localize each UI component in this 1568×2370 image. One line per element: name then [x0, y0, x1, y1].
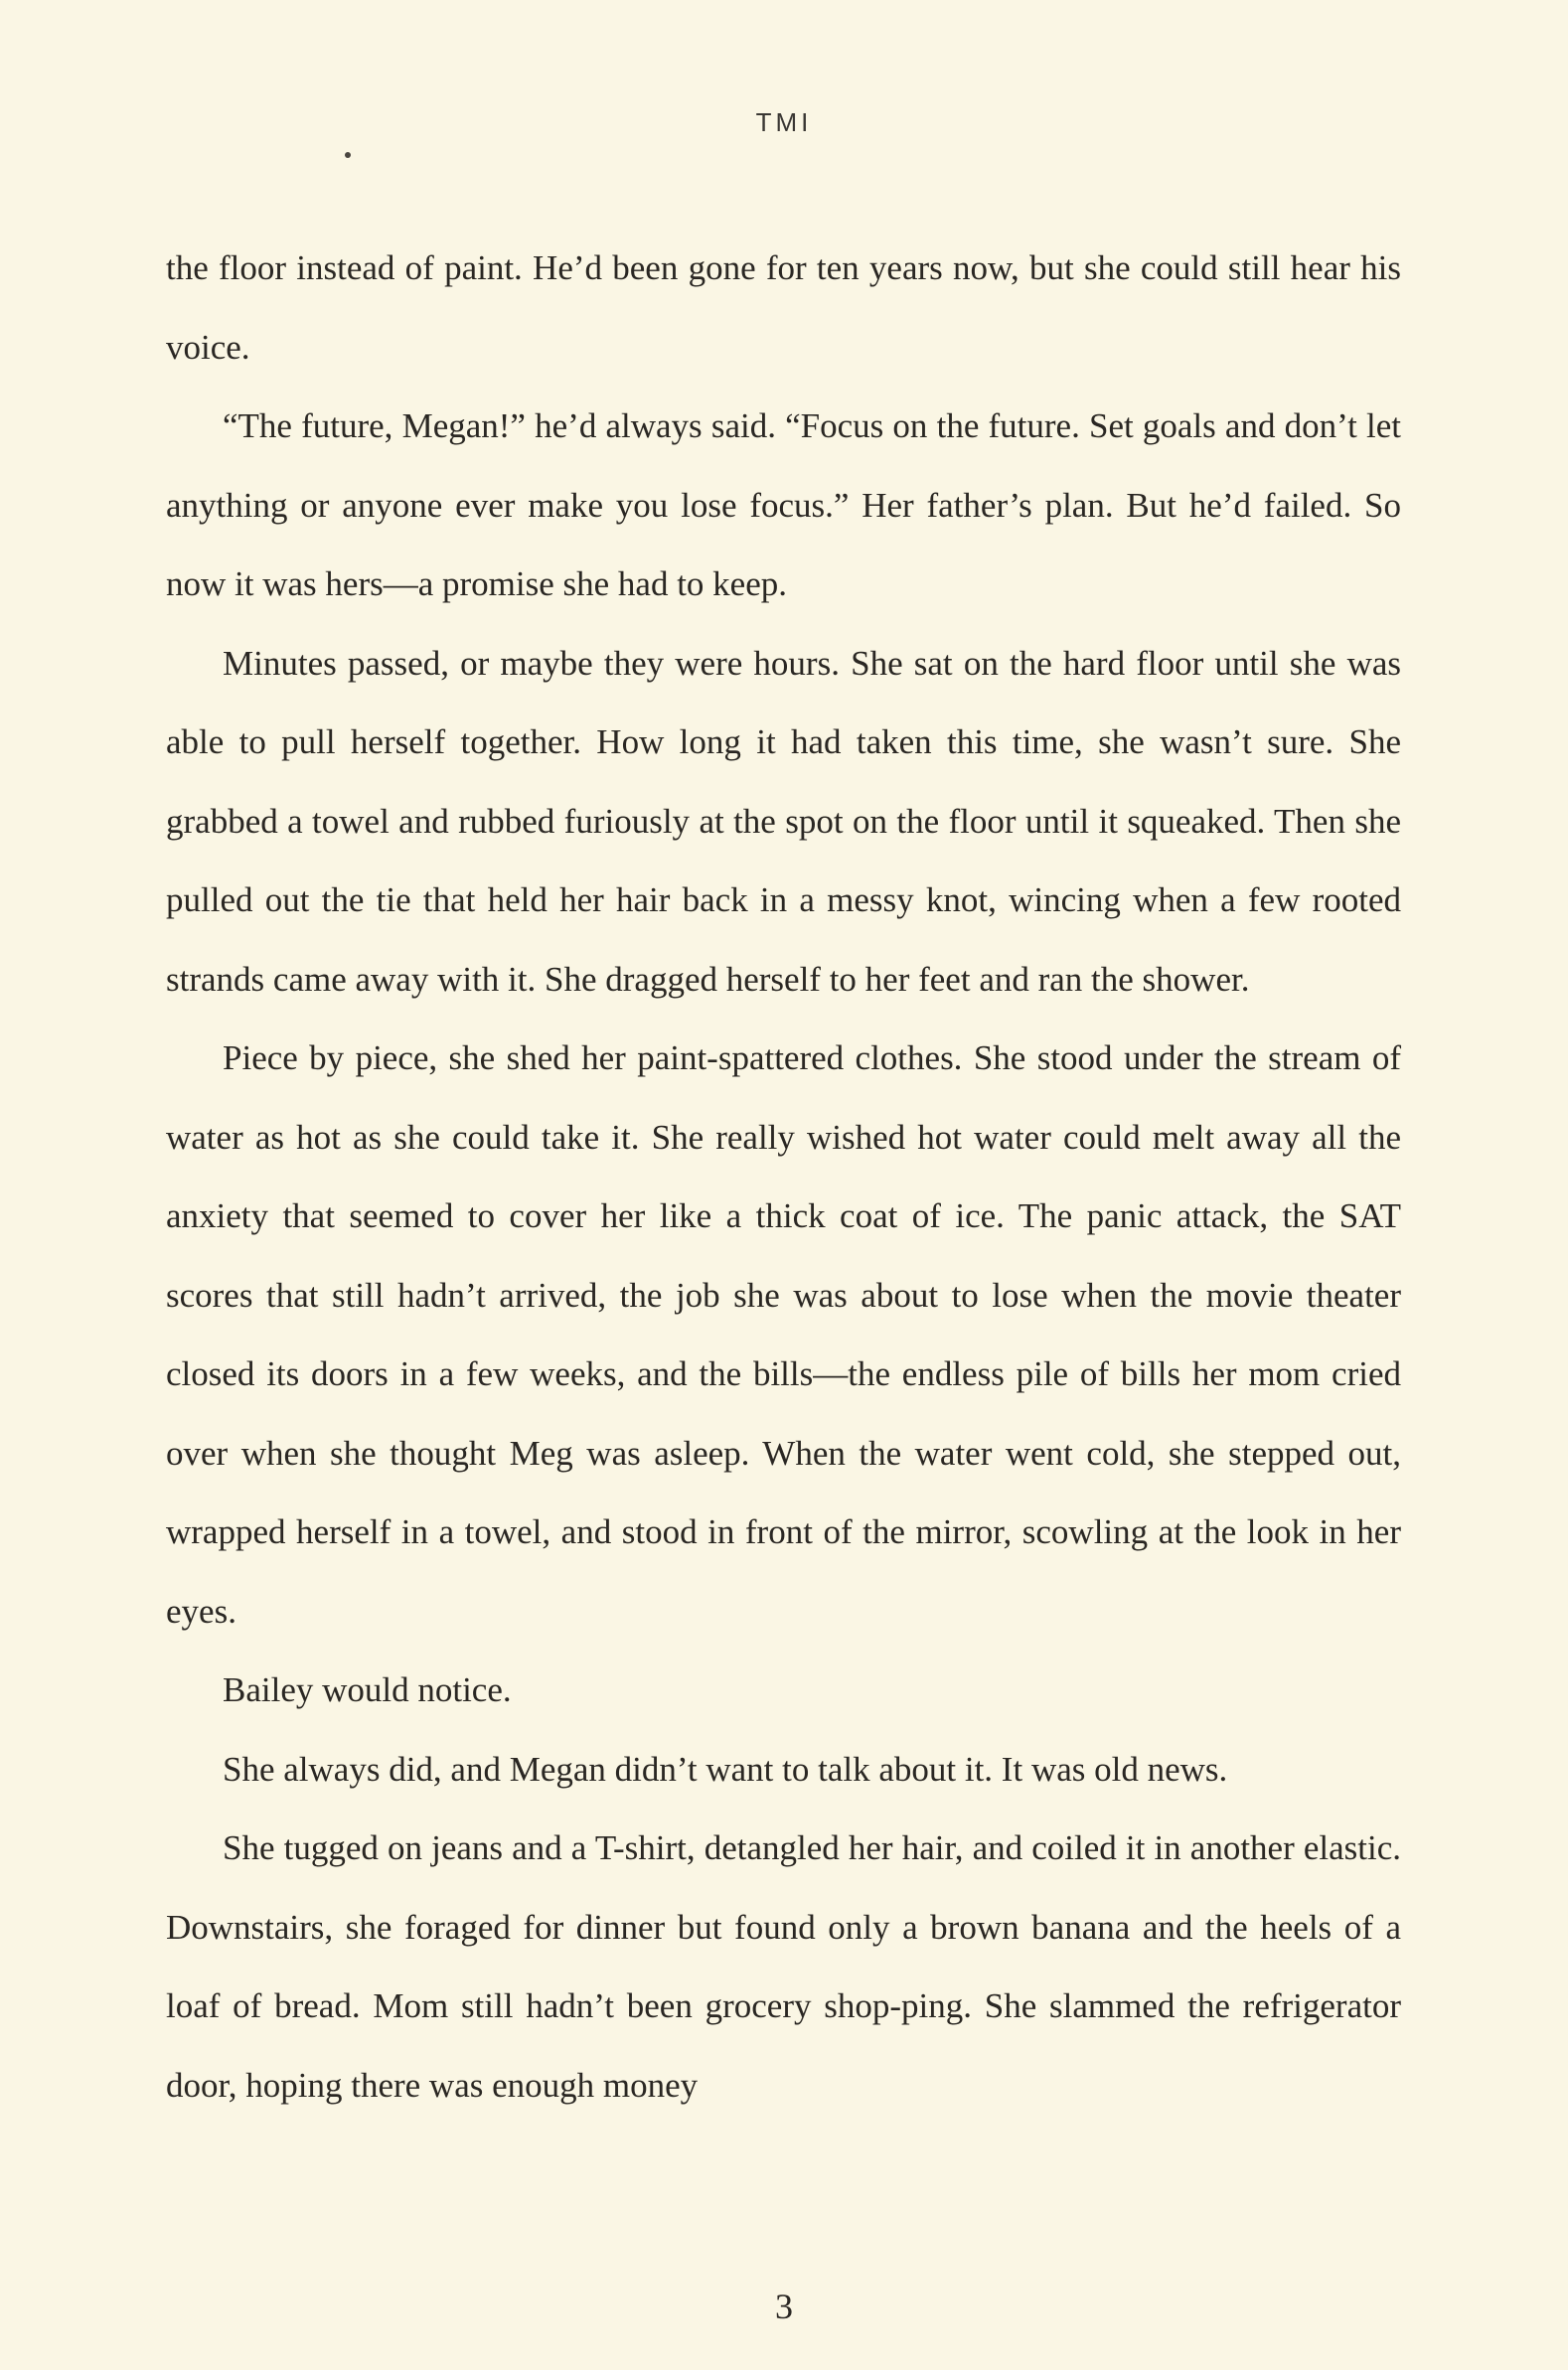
paragraph: “The future, Megan!” he’d always said. “Focus on the future. Set goals and don’t let anything or anyone ever make you lose focus.” Her father’s plan. But he’d failed. So now it was hers—a promise she had to keep.: [166, 406, 1401, 603]
paragraph: Minutes passed, or maybe they were hours. She sat on the hard floor until she was able to pull herself together. How long it had taken this time, she wasn’t sure. She grabbed a towel and rubbed furiously at the spot on the floor until it squeaked. Then she pulled out the tie that held her hair back in a messy knot, wincing when a few rooted strands came away with it. She dragged herself to her feet and ran the shower.: [166, 643, 1401, 999]
paragraph: the floor instead of paint. He’d been gone for ten years now, but she could still hear his voice.: [166, 248, 1401, 367]
paragraph: She always did, and Megan didn’t want to talk about it. It was old news.: [223, 1749, 1228, 1789]
paragraph: She tugged on jeans and a T-shirt, detangled her hair, and coiled it in another elastic. Downstairs, she foraged for dinner but found only a brown banana and the heels of a loaf of bread. Mom still hadn’t been grocery shop-ping. She slammed the refrigerator door, hoping there was enough money: [166, 1828, 1401, 2105]
paragraph: Bailey would notice.: [223, 1670, 512, 1709]
paragraph: Piece by piece, she shed her paint-spattered clothes. She stood under the stream of water as hot as she could take it. She really wished hot water could melt away all the anxiety that seemed to cover her like a thick coat of ice. The panic attack, the SAT scores that still hadn’t arrived, the job she was about to lose when the movie theater closed its doors in a few weeks, and the bills—the endless pile of bills her mom cried over when she thought Meg was asleep. When the water went cold, she stepped out, wrapped herself in a towel, and stood in front of the mirror, scowling at the look in her eyes.: [166, 1038, 1401, 1631]
running-head: TMI: [755, 107, 813, 137]
ink-speck: [345, 152, 351, 158]
body-text: [166, 229, 1401, 2125]
page-number: 3: [775, 2287, 793, 2326]
